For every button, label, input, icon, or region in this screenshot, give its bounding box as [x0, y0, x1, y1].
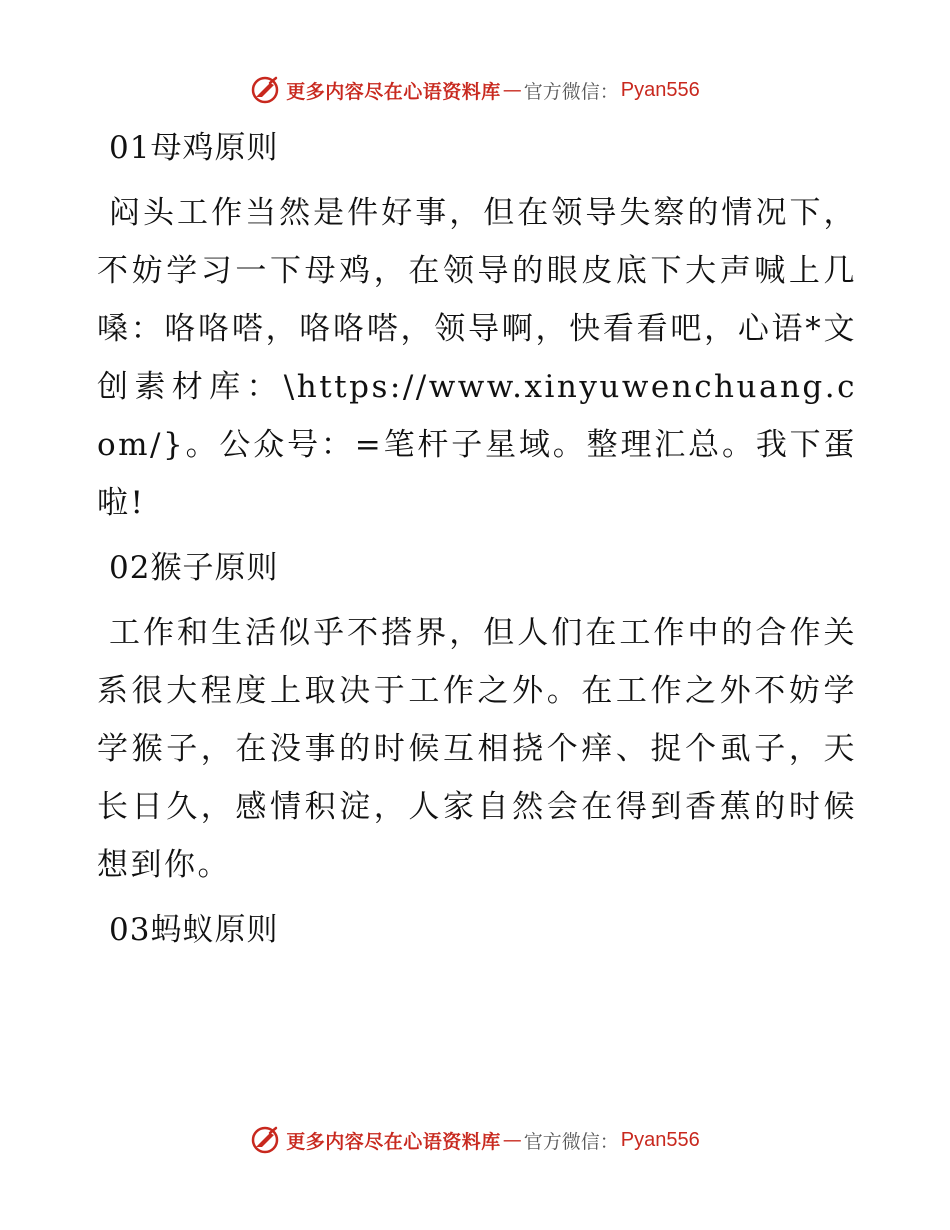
- watermark-separator: —: [502, 79, 522, 101]
- watermark-wechat-id: Pyan556: [620, 1128, 700, 1151]
- watermark-site-text: 更多内容尽在心语资料库: [286, 1130, 501, 1153]
- document-body: [97, 120, 857, 966]
- watermark-wechat-label: 官方微信：: [523, 80, 619, 103]
- section-paragraph-monkey: 工作和生活似乎不搭界，但人们在工作中的合作关系很大程度上取决于工作之外。在工作之外不妨学学猴子，在没事的时候互相挠个痒、捉个虱子，天长日久，感情积淀，人家自然会在得到香蕉的时候想到你。: [97, 615, 857, 883]
- watermark-wechat-id: Pyan556: [620, 78, 700, 101]
- section-paragraph-hen: 闷头工作当然是件好事，但在领导失察的情况下，不妨学习一下母鸡，在领导的眼皮底下大声喊上几嗓：咯咯嗒，咯咯嗒，领导啊，快看看吧，心语*文创素材库：\https://www.xinyuwenchuang.com/}。公众号：=笔杆子星域。整理汇总。我下蛋啦!: [97, 195, 857, 521]
- watermark-separator: —: [502, 1129, 522, 1151]
- section-heading-monkey: 02猴子原则: [109, 550, 279, 586]
- quill-pen-logo-icon: [250, 75, 280, 105]
- watermark-wechat-label: 官方微信：: [523, 1130, 619, 1153]
- quill-pen-logo-icon: [250, 1125, 280, 1155]
- section-heading-ant: 03蚂蚁原则: [109, 912, 279, 948]
- section-heading-hen: 01母鸡原则: [109, 130, 279, 166]
- header-watermark-banner: [0, 70, 950, 110]
- footer-watermark-banner: [0, 1120, 950, 1160]
- watermark-site-text: 更多内容尽在心语资料库: [286, 80, 501, 103]
